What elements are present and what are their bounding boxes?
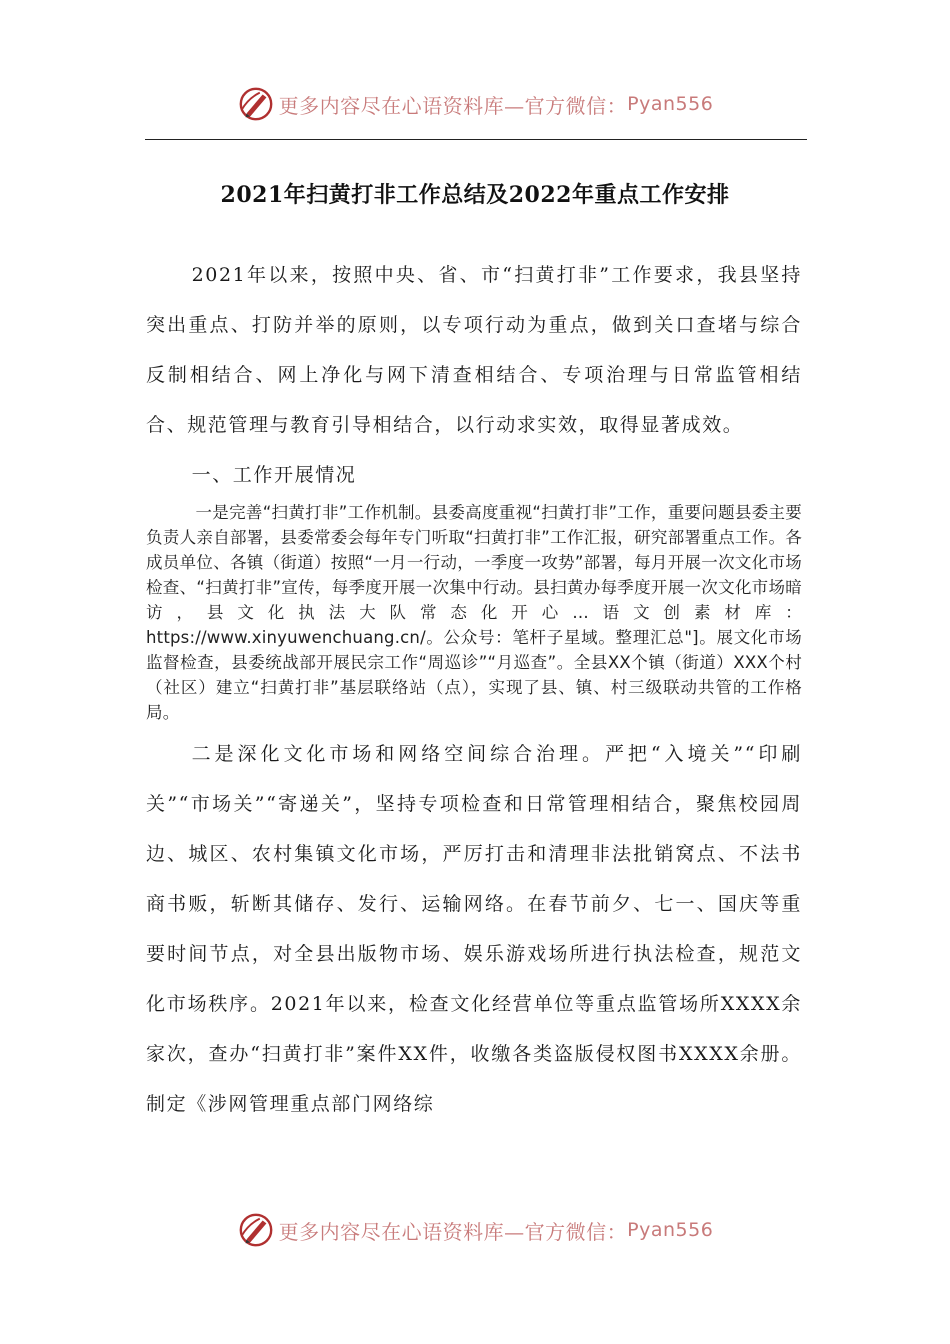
header-banner-handle: Pyan556: [627, 93, 714, 115]
paragraph-governance: 二是深化文化市场和网络空间综合治理。严把“入境关”“印刷关”“市场关”“寄递关”，坚持专项检查和日常管理相结合，聚焦校园周边、城区、农村集镇文化市场，严厉打击和清理非法批销窝点、不法书商书贩，斩断其储存、发行、运输网络。在春节前夕、七一、国庆等重要时间节点，对全县出版物市场、娱乐游戏场所进行执法检查，规范文化市场秩序。2021年以来，检查文化经营单位等重点监管场所XXXX余家次，查办“扫黄打非”案件XX件，收缴各类盗版侵权图书XXXX余册。制定《涉网管理重点部门网络综: [146, 743, 802, 1115]
paragraph-mechanism: 一是完善“扫黄打非”工作机制。县委高度重视“扫黄打非”工作，重要问题县委主要负责人亲自部署，县委常委会每年专门听取“扫黄打非”工作汇报，研究部署重点工作。各成员单位、各镇（街道）按照“一月一行动，一季度一攻势”部署，每月开展一次文化市场检查、“扫黄打非”宣传，每季度开展一次集中行动。县扫黄办每季度开展一次文化市场暗访，县文化执法大队常态化开心…语文创素材库：https://www.xinyuwenchuang.cn/。公众号：笔杆子星域。整理汇总"]。展文化市场监督检查，县委统战部开展民宗工作“周巡诊”“月巡查”。全县XX个镇（街道）XXX个村（社区）建立“扫黄打非”基层联络站（点），实现了县、镇、村三级联动共管的工作格局。: [146, 503, 802, 722]
footer-banner-text: 更多内容尽在心语资料库—官方微信：: [278, 1219, 628, 1244]
intro-paragraph: 2021年以来，按照中央、省、市“扫黄打非”工作要求，我县坚持突出重点、打防并举的原则，以专项行动为重点，做到关口查堵与综合反制相结合、网上净化与网下清查相结合、专项治理与日常监管相结合、规范管理与教育引导相结合，以行动求实效，取得显著成效。: [146, 264, 802, 436]
logo-pen-icon: [237, 1211, 275, 1249]
document-title: 2021年扫黄打非工作总结及2022年重点工作安排: [220, 182, 730, 208]
footer-banner: [0, 1210, 950, 1250]
header-divider: [145, 139, 807, 140]
footer-banner-handle: Pyan556: [627, 1219, 714, 1241]
section-heading: 一、工作开展情况: [191, 464, 357, 486]
logo-pen-icon: [237, 85, 275, 123]
document-body: [146, 250, 802, 1129]
header-banner-text: 更多内容尽在心语资料库—官方微信：: [278, 93, 628, 118]
header-banner: [0, 84, 950, 124]
